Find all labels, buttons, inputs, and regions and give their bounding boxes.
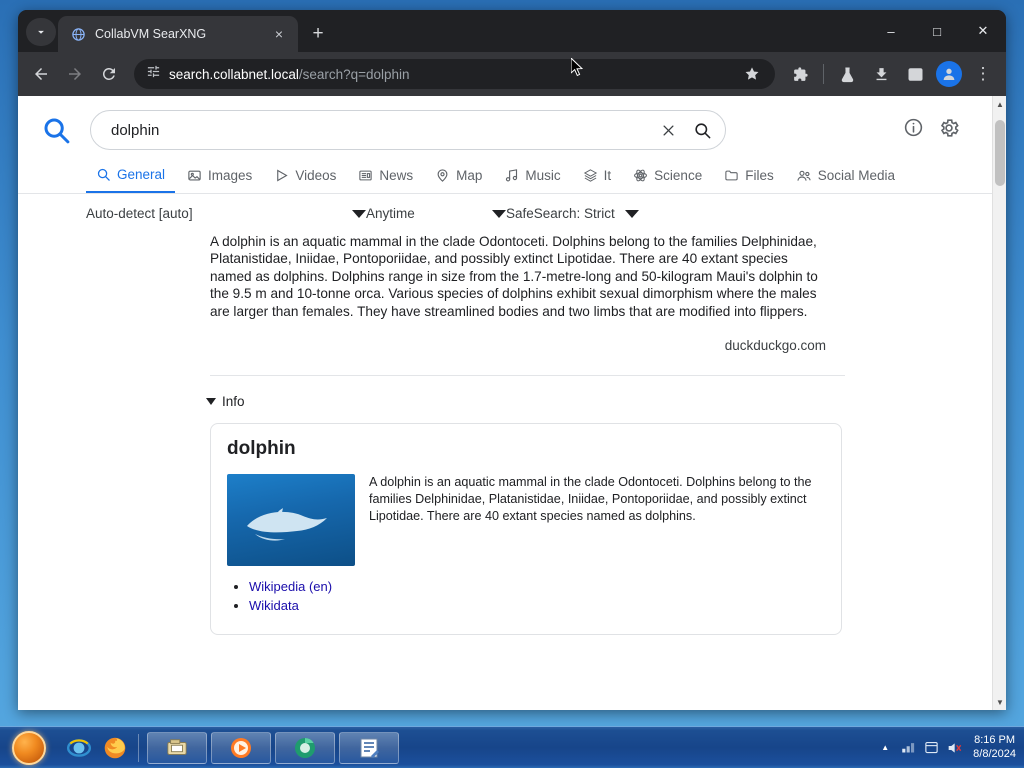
category-label: Science (654, 168, 703, 183)
instant-answer-text: A dolphin is an aquatic mammal in the clade Odontoceti. Dolphins belong to the families Delphinidae, Platanistidae, Iniidae, Pontoporiidae, and possibly extinct Lipotidae. There are 40 extant species named as dolphins. Dolphins range in size from the 1.7-metre-long and 50-kilogram Maui's dolphin to the 9.5 m and 10-tonne orca. Various species of dolphins exhibit sexual dimorphism where the males are larger than females. They have streamlined bodies and two limbs that are modified into flippers. (210, 234, 818, 319)
bookmark-star-icon[interactable] (737, 59, 767, 89)
category-label: General (117, 167, 166, 182)
safesearch-value: SafeSearch: Strict (506, 206, 615, 221)
searxng-logo-icon (36, 110, 76, 150)
url-host: search.collabnet.local (169, 66, 299, 82)
chevron-down-icon (352, 210, 366, 218)
triangle-down-icon (206, 398, 216, 405)
download-icon[interactable] (866, 59, 896, 89)
notes-task[interactable] (339, 732, 399, 764)
avatar[interactable] (936, 61, 962, 87)
category-images[interactable] (177, 161, 262, 192)
language-value: Auto-detect [auto] (86, 206, 193, 221)
infobox-links (249, 578, 825, 615)
chevron-down-icon (492, 210, 506, 218)
list-item[interactable] (249, 597, 825, 615)
clear-search-icon[interactable] (651, 113, 685, 147)
category-label: Map (456, 168, 483, 183)
taskbar (0, 726, 1024, 768)
start-button[interactable] (2, 728, 56, 768)
safesearch-select[interactable] (506, 206, 639, 221)
language-select[interactable] (86, 206, 366, 221)
address-bar[interactable] (134, 59, 775, 89)
network-icon[interactable] (900, 740, 916, 756)
scrollbar-thumb[interactable] (995, 120, 1005, 186)
labs-icon[interactable] (832, 59, 862, 89)
minimize-button[interactable]: – (887, 23, 895, 39)
tab-close-icon[interactable]: × (274, 26, 284, 42)
reload-icon[interactable] (94, 59, 124, 89)
category-news[interactable] (348, 161, 423, 192)
dolphin-illustration (245, 508, 329, 542)
extensions-icon[interactable] (785, 59, 815, 89)
quick-launch (56, 733, 130, 763)
category-tabs (18, 156, 992, 194)
clock-date: 8/8/2024 (973, 747, 1016, 760)
category-music[interactable] (494, 161, 570, 192)
browser-window (18, 10, 1006, 710)
back-icon[interactable] (26, 59, 56, 89)
clock-time: 8:16 PM (974, 733, 1016, 746)
info-section-toggle[interactable] (206, 394, 968, 409)
category-map[interactable] (425, 161, 492, 192)
search-box[interactable] (90, 110, 726, 150)
window-controls (868, 10, 1006, 52)
browser-task[interactable] (275, 732, 335, 764)
browser-tab[interactable] (58, 16, 298, 52)
media-player-task[interactable] (211, 732, 271, 764)
tune-icon[interactable] (146, 64, 161, 84)
action-center-icon[interactable] (923, 740, 939, 756)
category-label: Files (745, 168, 774, 183)
toolbar-divider (823, 64, 824, 84)
tab-title: CollabVM SearXNG (95, 27, 207, 41)
filter-row (18, 194, 992, 233)
divider (210, 375, 845, 376)
about-icon[interactable] (903, 117, 924, 143)
category-label: Videos (295, 168, 337, 183)
profile-icon[interactable] (934, 59, 964, 89)
category-label: Images (208, 168, 253, 183)
category-it[interactable] (573, 161, 622, 192)
close-window-button[interactable]: ✕ (977, 23, 989, 38)
category-label: News (379, 168, 414, 183)
address-text (169, 67, 729, 82)
page-content (18, 96, 1006, 710)
category-files[interactable] (714, 161, 784, 192)
time-range-value: Anytime (366, 206, 415, 221)
submit-search-icon[interactable] (685, 113, 719, 147)
preferences-gear-icon[interactable] (938, 117, 960, 144)
task-buttons (147, 732, 399, 764)
list-item[interactable] (249, 578, 825, 596)
new-tab-button[interactable]: + (312, 23, 324, 44)
chevron-down-icon (625, 210, 639, 218)
forward-icon[interactable] (60, 59, 90, 89)
show-hidden-icons-icon[interactable]: ▲ (881, 743, 890, 752)
search-input[interactable] (109, 121, 651, 140)
side-panel-icon[interactable] (900, 59, 930, 89)
category-science[interactable] (623, 161, 712, 192)
infobox-link[interactable]: Wikipedia (en) (249, 578, 333, 594)
maximize-button[interactable]: □ (933, 23, 941, 39)
tab-strip (18, 10, 1006, 52)
internet-explorer-icon[interactable] (64, 733, 94, 763)
scroll-down-icon[interactable]: ▼ (996, 697, 1004, 707)
header-actions (903, 117, 974, 144)
time-range-select[interactable] (366, 206, 506, 221)
info-section-label: Info (222, 393, 245, 409)
volume-muted-icon[interactable] (946, 740, 962, 756)
infobox-title: dolphin (227, 437, 296, 459)
url-path: /search?q=dolphin (298, 66, 410, 82)
browser-toolbar (18, 52, 1006, 96)
system-tray (877, 734, 1024, 762)
infobox-description: A dolphin is an aquatic mammal in the clade Odontoceti. Dolphins belong to the families Delphinidae, Platanistidae, Iniidae, Pontoporiidae, and possibly extinct Lipotidae. There are 40 extant species named as dolphins. (369, 474, 812, 523)
infobox-card (210, 423, 842, 635)
results-column (18, 233, 992, 635)
infobox-link[interactable]: Wikidata (249, 597, 299, 613)
clock[interactable] (969, 734, 1016, 762)
globe-icon (70, 26, 86, 42)
instant-answer-source: duckduckgo.com (724, 337, 826, 353)
search-header (18, 96, 992, 156)
file-manager-task[interactable] (147, 732, 207, 764)
category-social-media[interactable] (786, 161, 905, 193)
category-videos[interactable] (264, 161, 346, 192)
category-label: Social Media (817, 168, 896, 183)
start-orb-icon (12, 731, 46, 765)
scroll-up-icon[interactable]: ▲ (996, 99, 1004, 109)
category-label: It (603, 168, 612, 183)
tab-search-button[interactable] (26, 18, 56, 46)
category-label: Music (525, 168, 561, 183)
browser-menu-icon[interactable]: ⋮ (974, 64, 992, 83)
dolphin-photo[interactable] (227, 474, 355, 566)
taskbar-separator (138, 734, 139, 762)
category-general[interactable] (86, 160, 175, 193)
firefox-icon[interactable] (100, 733, 130, 763)
page-scrollbar[interactable] (992, 96, 1006, 710)
